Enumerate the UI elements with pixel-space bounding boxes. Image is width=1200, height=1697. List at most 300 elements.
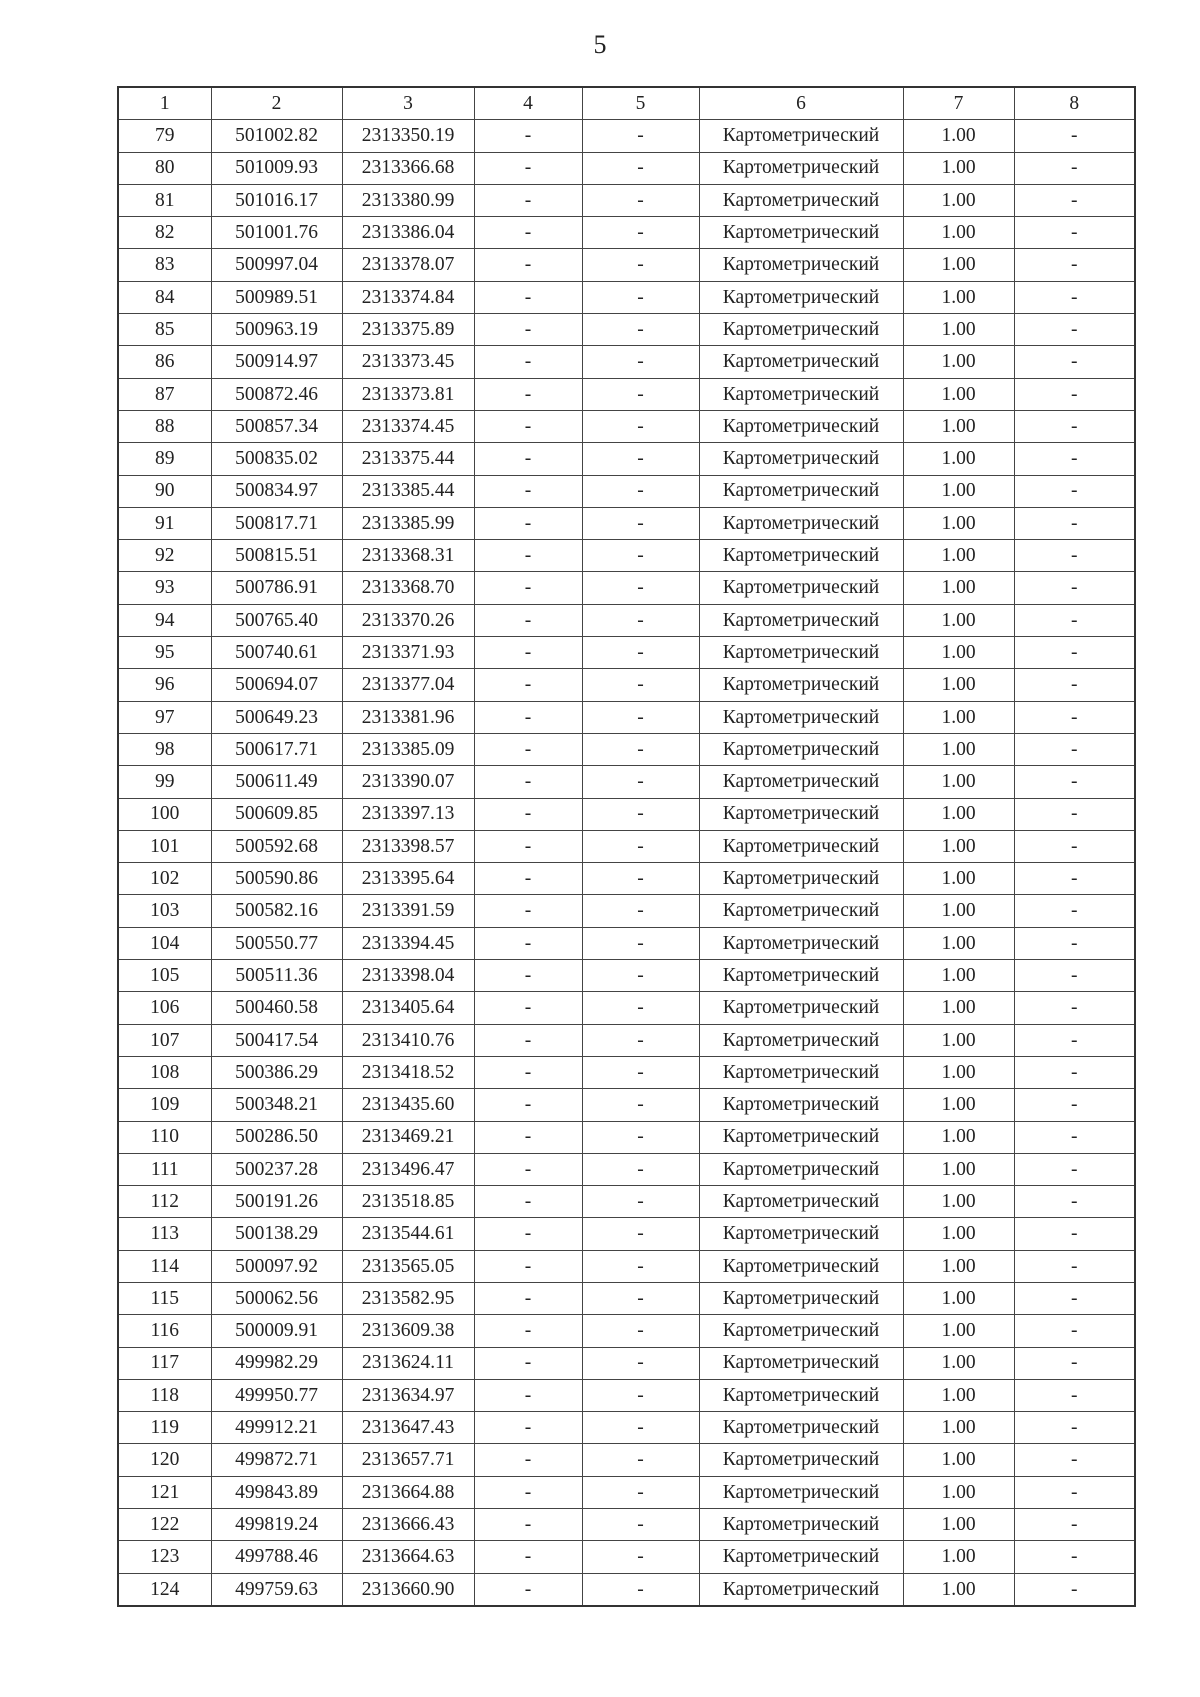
table-cell-col-8: -	[1014, 798, 1135, 830]
table-cell-col-5: -	[582, 184, 699, 216]
table-cell-col-3: 2313374.84	[342, 281, 474, 313]
table-cell-col-8: -	[1014, 1218, 1135, 1250]
table-cell-col-8: -	[1014, 1412, 1135, 1444]
table-cell-col-4: -	[474, 249, 582, 281]
table-cell-col-4: -	[474, 1218, 582, 1250]
table-cell-col-3: 2313373.81	[342, 378, 474, 410]
table-cell-col-5: -	[582, 798, 699, 830]
table-cell-col-1: 104	[118, 927, 211, 959]
table-cell-col-5: -	[582, 475, 699, 507]
table-cell-col-8: -	[1014, 733, 1135, 765]
table-cell-col-5: -	[582, 540, 699, 572]
table-cell-col-8: -	[1014, 1056, 1135, 1088]
table-cell-col-6: Картометрический	[699, 927, 903, 959]
table-row	[118, 637, 1135, 669]
table-cell-col-2: 500386.29	[211, 1056, 342, 1088]
table-cell-col-4: -	[474, 1412, 582, 1444]
table-cell-col-3: 2313660.90	[342, 1573, 474, 1606]
table-cell-col-5: -	[582, 733, 699, 765]
table-cell-col-2: 500009.91	[211, 1315, 342, 1347]
table-cell-col-6: Картометрический	[699, 443, 903, 475]
table-cell-col-1: 96	[118, 669, 211, 701]
table-cell-col-8: -	[1014, 1089, 1135, 1121]
table-cell-col-7: 1.00	[903, 314, 1014, 346]
table-body	[118, 120, 1135, 1606]
table-cell-col-8: -	[1014, 507, 1135, 539]
table-cell-col-3: 2313386.04	[342, 217, 474, 249]
table-cell-col-7: 1.00	[903, 830, 1014, 862]
table-cell-col-7: 1.00	[903, 572, 1014, 604]
table-row	[118, 475, 1135, 507]
table-cell-col-8: -	[1014, 475, 1135, 507]
table-cell-col-8: -	[1014, 249, 1135, 281]
table-cell-col-3: 2313666.43	[342, 1509, 474, 1541]
table-cell-col-1: 112	[118, 1186, 211, 1218]
table-cell-col-1: 121	[118, 1476, 211, 1508]
table-cell-col-4: -	[474, 1444, 582, 1476]
table-cell-col-7: 1.00	[903, 1315, 1014, 1347]
table-cell-col-7: 1.00	[903, 1412, 1014, 1444]
table-cell-col-4: -	[474, 960, 582, 992]
table-cell-col-4: -	[474, 863, 582, 895]
table-cell-col-6: Картометрический	[699, 1153, 903, 1185]
table-cell-col-2: 500914.97	[211, 346, 342, 378]
table-cell-col-3: 2313368.70	[342, 572, 474, 604]
table-cell-col-1: 99	[118, 766, 211, 798]
table-cell-col-5: -	[582, 217, 699, 249]
table-cell-col-2: 500815.51	[211, 540, 342, 572]
table-cell-col-2: 500550.77	[211, 927, 342, 959]
table-cell-col-3: 2313377.04	[342, 669, 474, 701]
table-cell-col-4: -	[474, 217, 582, 249]
table-cell-col-8: -	[1014, 960, 1135, 992]
table-cell-col-2: 500237.28	[211, 1153, 342, 1185]
table-cell-col-2: 500765.40	[211, 604, 342, 636]
table-cell-col-6: Картометрический	[699, 475, 903, 507]
table-cell-col-2: 500786.91	[211, 572, 342, 604]
table-cell-col-7: 1.00	[903, 1089, 1014, 1121]
table-cell-col-6: Картометрический	[699, 1056, 903, 1088]
table-cell-col-2: 499950.77	[211, 1379, 342, 1411]
table-cell-col-6: Картометрический	[699, 249, 903, 281]
table-cell-col-4: -	[474, 669, 582, 701]
table-row	[118, 766, 1135, 798]
table-cell-col-4: -	[474, 1509, 582, 1541]
table-cell-col-6: Картометрический	[699, 378, 903, 410]
table-cell-col-1: 123	[118, 1541, 211, 1573]
table-cell-col-6: Картометрический	[699, 1121, 903, 1153]
table-cell-col-2: 501001.76	[211, 217, 342, 249]
table-cell-col-6: Картометрический	[699, 895, 903, 927]
table-cell-col-8: -	[1014, 1541, 1135, 1573]
table-cell-col-6: Картометрический	[699, 281, 903, 313]
table-row	[118, 378, 1135, 410]
table-cell-col-4: -	[474, 1024, 582, 1056]
table-cell-col-7: 1.00	[903, 1056, 1014, 1088]
table-cell-col-8: -	[1014, 604, 1135, 636]
table-cell-col-2: 500611.49	[211, 766, 342, 798]
table-cell-col-6: Картометрический	[699, 992, 903, 1024]
table-row	[118, 410, 1135, 442]
table-cell-col-6: Картометрический	[699, 766, 903, 798]
table-row	[118, 733, 1135, 765]
table-cell-col-1: 100	[118, 798, 211, 830]
table-cell-col-2: 499759.63	[211, 1573, 342, 1606]
table-cell-col-6: Картометрический	[699, 410, 903, 442]
table-row	[118, 669, 1135, 701]
table-cell-col-1: 103	[118, 895, 211, 927]
table-cell-col-7: 1.00	[903, 927, 1014, 959]
table-cell-col-8: -	[1014, 184, 1135, 216]
table-cell-col-5: -	[582, 1541, 699, 1573]
table-cell-col-3: 2313647.43	[342, 1412, 474, 1444]
table-cell-col-2: 501009.93	[211, 152, 342, 184]
table-cell-col-4: -	[474, 637, 582, 669]
table-row	[118, 507, 1135, 539]
table-cell-col-4: -	[474, 507, 582, 539]
table-cell-col-6: Картометрический	[699, 1347, 903, 1379]
table-cell-col-8: -	[1014, 669, 1135, 701]
table-cell-col-3: 2313395.64	[342, 863, 474, 895]
table-cell-col-7: 1.00	[903, 120, 1014, 152]
table-cell-col-6: Картометрический	[699, 604, 903, 636]
table-cell-col-2: 500857.34	[211, 410, 342, 442]
table-cell-col-1: 79	[118, 120, 211, 152]
table-cell-col-2: 500989.51	[211, 281, 342, 313]
table-cell-col-6: Картометрический	[699, 1250, 903, 1282]
table-cell-col-8: -	[1014, 1509, 1135, 1541]
table-cell-col-5: -	[582, 604, 699, 636]
table-cell-col-3: 2313398.04	[342, 960, 474, 992]
table-cell-col-7: 1.00	[903, 1024, 1014, 1056]
table-cell-col-6: Картометрический	[699, 1412, 903, 1444]
table-cell-col-4: -	[474, 443, 582, 475]
table-cell-col-6: Картометрический	[699, 1218, 903, 1250]
table-cell-col-5: -	[582, 1315, 699, 1347]
table-cell-col-7: 1.00	[903, 1218, 1014, 1250]
table-cell-col-5: -	[582, 346, 699, 378]
table-row	[118, 1056, 1135, 1088]
table-cell-col-1: 120	[118, 1444, 211, 1476]
table-cell-col-2: 500963.19	[211, 314, 342, 346]
table-cell-col-5: -	[582, 281, 699, 313]
table-cell-col-6: Картометрический	[699, 1186, 903, 1218]
table-cell-col-1: 118	[118, 1379, 211, 1411]
table-cell-col-6: Картометрический	[699, 1444, 903, 1476]
table-row	[118, 1573, 1135, 1606]
table-row	[118, 1153, 1135, 1185]
column-header-2: 2	[211, 87, 342, 120]
table-cell-col-4: -	[474, 733, 582, 765]
table-cell-col-7: 1.00	[903, 1444, 1014, 1476]
table-cell-col-2: 500417.54	[211, 1024, 342, 1056]
table-cell-col-1: 101	[118, 830, 211, 862]
table-cell-col-3: 2313410.76	[342, 1024, 474, 1056]
table-cell-col-7: 1.00	[903, 1379, 1014, 1411]
table-cell-col-7: 1.00	[903, 863, 1014, 895]
table-cell-col-1: 109	[118, 1089, 211, 1121]
table-cell-col-5: -	[582, 1347, 699, 1379]
table-row	[118, 927, 1135, 959]
table-row	[118, 152, 1135, 184]
table-cell-col-2: 500138.29	[211, 1218, 342, 1250]
table-cell-col-5: -	[582, 992, 699, 1024]
table-row	[118, 1412, 1135, 1444]
table-cell-col-4: -	[474, 410, 582, 442]
table-cell-col-6: Картометрический	[699, 863, 903, 895]
table-cell-col-7: 1.00	[903, 637, 1014, 669]
table-cell-col-3: 2313370.26	[342, 604, 474, 636]
table-cell-col-8: -	[1014, 1282, 1135, 1314]
table-cell-col-3: 2313397.13	[342, 798, 474, 830]
column-header-5: 5	[582, 87, 699, 120]
table-cell-col-7: 1.00	[903, 1186, 1014, 1218]
table-row	[118, 960, 1135, 992]
table-cell-col-7: 1.00	[903, 1541, 1014, 1573]
column-header-4: 4	[474, 87, 582, 120]
table-cell-col-7: 1.00	[903, 733, 1014, 765]
table-cell-col-4: -	[474, 540, 582, 572]
table-cell-col-5: -	[582, 1250, 699, 1282]
table-cell-col-2: 500835.02	[211, 443, 342, 475]
table-cell-col-3: 2313385.44	[342, 475, 474, 507]
table-cell-col-1: 108	[118, 1056, 211, 1088]
table-cell-col-5: -	[582, 960, 699, 992]
table-cell-col-2: 500649.23	[211, 701, 342, 733]
table-cell-col-5: -	[582, 1282, 699, 1314]
table-cell-col-6: Картометрический	[699, 1541, 903, 1573]
table-cell-col-7: 1.00	[903, 701, 1014, 733]
table-cell-col-5: -	[582, 1024, 699, 1056]
table-cell-col-2: 500286.50	[211, 1121, 342, 1153]
table-cell-col-4: -	[474, 378, 582, 410]
table-row	[118, 1347, 1135, 1379]
table-cell-col-1: 105	[118, 960, 211, 992]
table-cell-col-8: -	[1014, 1476, 1135, 1508]
table-cell-col-8: -	[1014, 217, 1135, 249]
table-cell-col-4: -	[474, 1121, 582, 1153]
table-cell-col-3: 2313469.21	[342, 1121, 474, 1153]
table-cell-col-8: -	[1014, 314, 1135, 346]
table-cell-col-3: 2313390.07	[342, 766, 474, 798]
header-row	[118, 87, 1135, 120]
table-cell-col-5: -	[582, 1379, 699, 1411]
table-cell-col-6: Картометрический	[699, 507, 903, 539]
table-cell-col-5: -	[582, 249, 699, 281]
table-cell-col-5: -	[582, 1089, 699, 1121]
table-row	[118, 830, 1135, 862]
table-cell-col-8: -	[1014, 120, 1135, 152]
table-cell-col-2: 500817.71	[211, 507, 342, 539]
table-row	[118, 895, 1135, 927]
table-row	[118, 314, 1135, 346]
table-cell-col-4: -	[474, 798, 582, 830]
table-cell-col-4: -	[474, 701, 582, 733]
table-cell-col-7: 1.00	[903, 540, 1014, 572]
table-cell-col-7: 1.00	[903, 1250, 1014, 1282]
table-cell-col-2: 499982.29	[211, 1347, 342, 1379]
table-cell-col-6: Картометрический	[699, 217, 903, 249]
table-cell-col-1: 117	[118, 1347, 211, 1379]
table-cell-col-4: -	[474, 314, 582, 346]
table-cell-col-1: 107	[118, 1024, 211, 1056]
table-cell-col-3: 2313609.38	[342, 1315, 474, 1347]
table-cell-col-6: Картометрический	[699, 314, 903, 346]
table-cell-col-2: 499843.89	[211, 1476, 342, 1508]
table-cell-col-4: -	[474, 1282, 582, 1314]
table-cell-col-8: -	[1014, 346, 1135, 378]
table-cell-col-8: -	[1014, 410, 1135, 442]
table-cell-col-8: -	[1014, 1121, 1135, 1153]
table-cell-col-6: Картометрический	[699, 830, 903, 862]
table-cell-col-7: 1.00	[903, 217, 1014, 249]
table-row	[118, 798, 1135, 830]
table-cell-col-1: 124	[118, 1573, 211, 1606]
table-cell-col-7: 1.00	[903, 798, 1014, 830]
table-cell-col-7: 1.00	[903, 604, 1014, 636]
table-cell-col-8: -	[1014, 152, 1135, 184]
table-cell-col-8: -	[1014, 1250, 1135, 1282]
table-cell-col-5: -	[582, 378, 699, 410]
table-cell-col-5: -	[582, 1186, 699, 1218]
table-cell-col-3: 2313371.93	[342, 637, 474, 669]
table-cell-col-4: -	[474, 1476, 582, 1508]
table-cell-col-1: 92	[118, 540, 211, 572]
table-cell-col-6: Картометрический	[699, 701, 903, 733]
table-row	[118, 184, 1135, 216]
table-cell-col-4: -	[474, 604, 582, 636]
table-cell-col-1: 84	[118, 281, 211, 313]
table-cell-col-7: 1.00	[903, 766, 1014, 798]
table-cell-col-7: 1.00	[903, 1121, 1014, 1153]
table-cell-col-1: 85	[118, 314, 211, 346]
table-cell-col-5: -	[582, 701, 699, 733]
table-cell-col-6: Картометрический	[699, 1509, 903, 1541]
table-cell-col-5: -	[582, 572, 699, 604]
column-header-3: 3	[342, 87, 474, 120]
table-cell-col-8: -	[1014, 1379, 1135, 1411]
table-cell-col-2: 500834.97	[211, 475, 342, 507]
table-cell-col-7: 1.00	[903, 443, 1014, 475]
table-cell-col-8: -	[1014, 281, 1135, 313]
table-cell-col-4: -	[474, 1056, 582, 1088]
table-row	[118, 120, 1135, 152]
table-cell-col-1: 115	[118, 1282, 211, 1314]
table-cell-col-8: -	[1014, 863, 1135, 895]
table-cell-col-5: -	[582, 637, 699, 669]
table-cell-col-3: 2313368.31	[342, 540, 474, 572]
table-cell-col-4: -	[474, 346, 582, 378]
table-cell-col-3: 2313582.95	[342, 1282, 474, 1314]
column-header-8: 8	[1014, 87, 1135, 120]
table-cell-col-6: Картометрический	[699, 540, 903, 572]
table-cell-col-1: 83	[118, 249, 211, 281]
table-cell-col-1: 113	[118, 1218, 211, 1250]
table-cell-col-1: 81	[118, 184, 211, 216]
table-cell-col-8: -	[1014, 540, 1135, 572]
table-cell-col-6: Картометрический	[699, 733, 903, 765]
table-cell-col-5: -	[582, 1412, 699, 1444]
table-cell-col-5: -	[582, 1509, 699, 1541]
table-cell-col-4: -	[474, 120, 582, 152]
table-cell-col-5: -	[582, 443, 699, 475]
table-cell-col-6: Картометрический	[699, 152, 903, 184]
table-cell-col-6: Картометрический	[699, 572, 903, 604]
table-cell-col-1: 95	[118, 637, 211, 669]
table-row	[118, 1089, 1135, 1121]
table-cell-col-1: 111	[118, 1153, 211, 1185]
table-cell-col-6: Картометрический	[699, 1089, 903, 1121]
table-cell-col-1: 110	[118, 1121, 211, 1153]
table-cell-col-7: 1.00	[903, 281, 1014, 313]
table-cell-col-1: 97	[118, 701, 211, 733]
table-cell-col-7: 1.00	[903, 410, 1014, 442]
table-cell-col-6: Картометрический	[699, 346, 903, 378]
table-cell-col-4: -	[474, 1541, 582, 1573]
table-cell-col-8: -	[1014, 1153, 1135, 1185]
table-cell-col-3: 2313418.52	[342, 1056, 474, 1088]
table-cell-col-3: 2313496.47	[342, 1153, 474, 1185]
table-cell-col-7: 1.00	[903, 378, 1014, 410]
table-cell-col-2: 501016.17	[211, 184, 342, 216]
table-cell-col-8: -	[1014, 1347, 1135, 1379]
table-cell-col-6: Картометрический	[699, 1024, 903, 1056]
table-cell-col-3: 2313544.61	[342, 1218, 474, 1250]
table-cell-col-1: 93	[118, 572, 211, 604]
table-cell-col-1: 98	[118, 733, 211, 765]
table-row	[118, 572, 1135, 604]
table-cell-col-3: 2313398.57	[342, 830, 474, 862]
table-cell-col-2: 500097.92	[211, 1250, 342, 1282]
table-cell-col-1: 116	[118, 1315, 211, 1347]
table-cell-col-3: 2313405.64	[342, 992, 474, 1024]
table-cell-col-2: 500511.36	[211, 960, 342, 992]
table-cell-col-8: -	[1014, 927, 1135, 959]
table-cell-col-6: Картометрический	[699, 1476, 903, 1508]
table-row	[118, 1476, 1135, 1508]
table-cell-col-6: Картометрический	[699, 1315, 903, 1347]
table-cell-col-5: -	[582, 314, 699, 346]
table-cell-col-1: 87	[118, 378, 211, 410]
table-cell-col-3: 2313366.68	[342, 152, 474, 184]
table-cell-col-1: 114	[118, 1250, 211, 1282]
table-cell-col-3: 2313380.99	[342, 184, 474, 216]
table-cell-col-7: 1.00	[903, 992, 1014, 1024]
table-cell-col-7: 1.00	[903, 1476, 1014, 1508]
table-cell-col-4: -	[474, 1315, 582, 1347]
table-cell-col-5: -	[582, 152, 699, 184]
table-row	[118, 1250, 1135, 1282]
table-cell-col-1: 94	[118, 604, 211, 636]
table-cell-col-1: 122	[118, 1509, 211, 1541]
table-cell-col-8: -	[1014, 1444, 1135, 1476]
table-cell-col-3: 2313664.88	[342, 1476, 474, 1508]
table-cell-col-8: -	[1014, 701, 1135, 733]
table-cell-col-3: 2313381.96	[342, 701, 474, 733]
table-cell-col-5: -	[582, 1444, 699, 1476]
table-row	[118, 1024, 1135, 1056]
table-cell-col-8: -	[1014, 1573, 1135, 1606]
table-cell-col-4: -	[474, 1573, 582, 1606]
table-cell-col-2: 500348.21	[211, 1089, 342, 1121]
table-cell-col-1: 102	[118, 863, 211, 895]
table-cell-col-3: 2313391.59	[342, 895, 474, 927]
table-row	[118, 443, 1135, 475]
table-cell-col-3: 2313375.44	[342, 443, 474, 475]
table-cell-col-2: 500872.46	[211, 378, 342, 410]
table-cell-col-5: -	[582, 120, 699, 152]
table-cell-col-8: -	[1014, 572, 1135, 604]
